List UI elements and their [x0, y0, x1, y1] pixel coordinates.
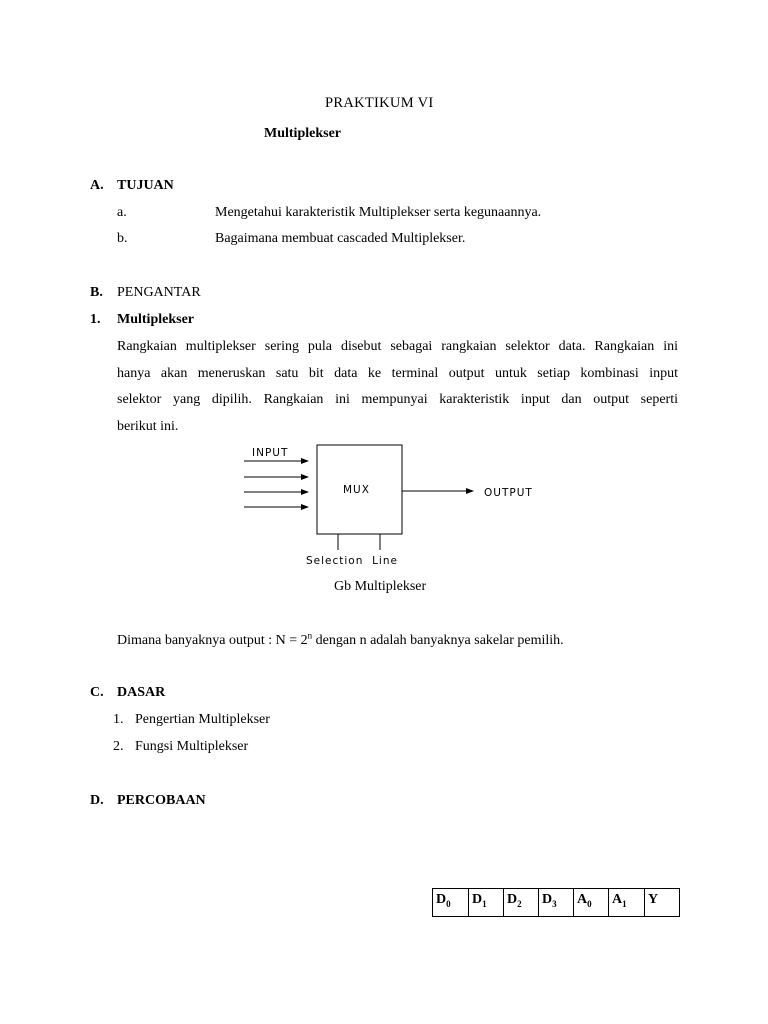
- header-cell-d3: $D_3$: [539, 889, 574, 917]
- output-label: OUTPUT: [484, 487, 533, 499]
- header-cell-y: Y: [645, 889, 680, 917]
- dasar-marker-2: 2.: [113, 739, 124, 754]
- paragraph-line: selektor yang dipilih. Rangkaian ini mempunyai karakteristik input dan output seperti: [117, 392, 678, 407]
- formula-line: [117, 630, 564, 649]
- input-label: INPUT: [252, 447, 289, 459]
- mux-label: MUX: [343, 484, 370, 496]
- tujuan-marker-b: b.: [117, 231, 128, 246]
- selection-line-label: Selection Line: [306, 555, 398, 567]
- paragraph-line: berikut ini.: [117, 418, 179, 434]
- dasar-item-1: Pengertian Multiplekser: [135, 712, 270, 727]
- formula-text-after: dengan n adalah banyaknya sakelar pemilih.: [312, 633, 564, 648]
- section-d-heading: PERCOBAAN: [117, 793, 206, 808]
- mux-diagram: [238, 440, 548, 570]
- section-a-heading: TUJUAN: [117, 178, 174, 193]
- subsection-number: 1.: [90, 312, 101, 327]
- figure-caption: Gb Multiplekser: [334, 579, 427, 594]
- dasar-marker-1: 1.: [113, 712, 124, 727]
- section-d-letter: D.: [90, 793, 104, 808]
- section-a-letter: A.: [90, 178, 104, 193]
- input-arrows: [244, 461, 308, 507]
- dasar-item-2: Fungsi Multiplekser: [135, 739, 249, 754]
- intro-paragraph: [117, 339, 678, 445]
- tujuan-marker-a: a.: [117, 205, 127, 220]
- header-cell-d1: $D_1$: [469, 889, 504, 917]
- section-b-heading: PENGANTAR: [117, 285, 201, 300]
- truth-table-header-row: [433, 889, 680, 917]
- header-cell-d2: $D_2$: [504, 889, 539, 917]
- paragraph-line: Rangkaian multiplekser sering pula disebut sebagai rangkaian selektor data. Rangkaian ini: [117, 339, 678, 354]
- formula-exponent: n: [307, 630, 313, 641]
- section-c-heading: DASAR: [117, 685, 166, 700]
- header-cell-a0: $A_0$: [574, 889, 609, 917]
- page-title: PRAKTIKUM VI: [325, 95, 434, 111]
- tujuan-item-a: Mengetahui karakteristik Multiplekser serta kegunaannya.: [215, 205, 542, 220]
- header-cell-d0: $D_0$: [433, 889, 469, 917]
- truth-table: [432, 888, 680, 917]
- formula-text: Dimana banyaknya output : N = 2: [117, 633, 308, 648]
- header-cell-a1: $A_1$: [609, 889, 645, 917]
- section-c-letter: C.: [90, 685, 104, 700]
- tujuan-item-b: Bagaimana membuat cascaded Multiplekser.: [215, 231, 466, 246]
- page-subtitle: Multiplekser: [264, 126, 341, 141]
- paragraph-line: hanya akan meneruskan satu bit data ke terminal output untuk setiap kombinasi input: [117, 365, 678, 381]
- subsection-heading: Multiplekser: [117, 312, 194, 327]
- section-b-letter: B.: [90, 285, 103, 300]
